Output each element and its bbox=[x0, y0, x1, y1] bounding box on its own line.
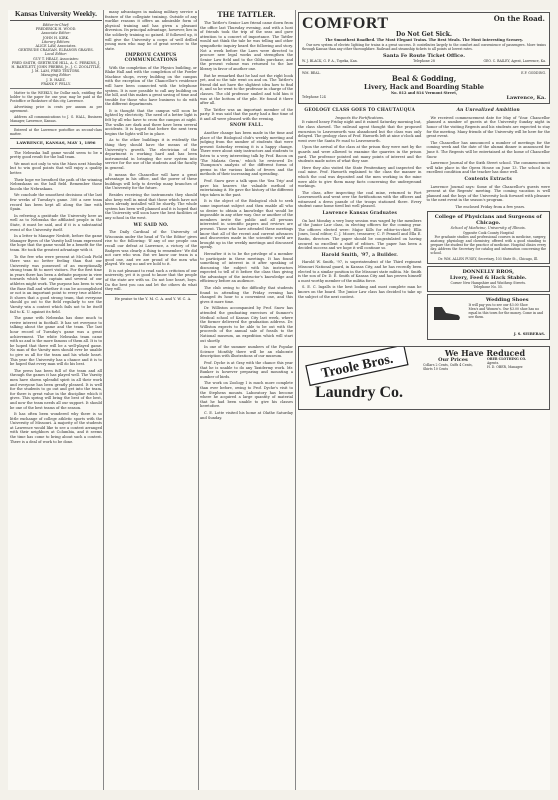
editorial-paragraph: Their hope we breathed the path of the winning Nebraskans on the ball field. Remember those lincoln the Nebraskans. bbox=[10, 177, 102, 191]
livery-phone: Telephone 124 bbox=[302, 95, 326, 100]
donnelly-title: DONNELLY BROS, bbox=[462, 269, 515, 276]
assoc-name: JOHN H. KIRK. bbox=[42, 35, 70, 40]
editorial-paragraph: We must not only to win the Mass next Monday but to win good points that will enjoy a quality better. bbox=[10, 161, 102, 176]
article-paragraph: Prof. Snow gave a talk upon the 'Sea Trip' and gave his hearers the valuable method of entertaining it. He gave the history of the different trips taken in the past. bbox=[200, 179, 293, 197]
literary-names: ALICE LAW, Associates. bbox=[35, 44, 77, 49]
editor-label: Editor-in-Chief: bbox=[42, 23, 70, 27]
column-1 bbox=[10, 10, 102, 790]
livery-city: Lawrence, Ka. bbox=[506, 95, 546, 102]
laundry-right: OBER CLOTHING CO. bbox=[487, 357, 527, 362]
article-paragraph: many advantages in making military service a feature of the collegiate training. Outside of any warlike reasons it offers an admirable form of physical training and has given a pleasant diversion. Its principal advantage, however, lies in the soldierly training so gained. If followed up, it will give the University a corps of well drilled young men who may be of great service to the state. bbox=[105, 10, 197, 51]
article-paragraph: Hereafter it is to be the privilege of a member to participate in these meetings. It has found something of interest in it after speaking of discussing the subject with his instructors expected to tell of it before the class thus giving the advantage of the instructor's knowledge and efficiency before an audience. bbox=[200, 251, 293, 284]
article-paragraph: Dr. Williston accompanied by Prof. Snow has attended the graduating exercises of Sumner's Medical school of Kansas City last week, where the former delivered the graduation address. Dr. Williston expects to be able to be out with the proceeds of the annual sale of fossils to the National museum, an expedition which will start out shortly. bbox=[200, 306, 293, 343]
local-label: Local Editor: bbox=[44, 52, 68, 57]
college-body: For graduate studies and professional courses in medicine, surgery, anatomy, physiology and chemistry, offered with a good standing to prepare the student for the practice of medicine. Hospital clinics every day. Address the Secretary for catalog and information concerning the school. bbox=[430, 235, 546, 256]
laundry-word1: Troole Bros. bbox=[319, 351, 395, 382]
laundry-logo bbox=[299, 347, 419, 403]
comfort-phone: Telephone 28 bbox=[413, 58, 435, 63]
article-paragraph: Another change has been made in the time and place of the Biological club's weekly meeting and judging from the number of students that were present Saturday evening it is a happy change. There were about sixty instructors and students to listen to a very interesting talk by Prof. Bacon on 'The Malaria Germ,' which he reviewed Dr. Thompson's analysis of the different forms of germs in the various kinds of fevers and the methods of their increasing and spreading. bbox=[200, 131, 293, 177]
article-paragraph: With the completion of the Physics building, or Blake Hall and with the completion of the Fowler Machine shops, every building on the campus with the exception of the Chancellor's residence will have been connected with the telephone system. It is now possible to call any building on the hill, and this makes a great saving of time and trouble for those who have business to do with the different departments. bbox=[105, 65, 197, 107]
article-headline: IMPROVE CAMPUS COMMUNICATIONS bbox=[124, 53, 178, 63]
article-paragraph: It is the object of the Biological club to seek some important subject and then enable all who so desire to obtain a knowledge that would be impossible in any other way. One or another of the members invite the public and all persons interested in scientific papers and reviews are present. Those who have attended these meetings know that all of the recent and current advances and discoveries made in the scientific world are brought up in the weekly meetings and discussed openly. bbox=[200, 199, 293, 250]
article-paragraph: Prof. Dyche is at Gray with the chance this year that he is unable to do any Taxidermy work. Mr. Bunker is however preparing and mounting a number of birds. bbox=[200, 360, 293, 379]
agent-right: GEO. C. BAILEY, Agent, Lawrence, Ka. bbox=[483, 58, 547, 63]
assoc3-name: FRANK F. PELLY. bbox=[41, 81, 71, 86]
donnelly-sub: Livery, Feed & Hack Stable. bbox=[449, 275, 527, 282]
editor-name: FREDERICK H. WOOD. bbox=[35, 27, 77, 32]
livery-left-name: WM. BEAL. bbox=[302, 70, 321, 75]
article-paragraph: Besides receiving the instruments they should also keep well in mind that those which have not been already installed will be shortly. The whole system has been well planned and it is hoped that the University will soon have the best facilities of any school in the west. bbox=[105, 192, 197, 220]
entered-note: Entered at the Lawrence postoffice as second-class matter. bbox=[10, 128, 102, 137]
agent-left: W. J. BLACK, G. P. A., Topeka, Kan. bbox=[302, 58, 358, 63]
article-paragraph: The work on Zoology I is much more complete than ever before, owing to Prof. Dyche's visit to the Stephens mounts. Laboratory has become where he acquired a large quantity of material that he had been unable to give his classes heretofore. bbox=[200, 381, 293, 409]
column-rule bbox=[198, 10, 199, 790]
laundry-prices: Collars 2 Cents, Cuffs 4 Cents, Shirts 10 Cents bbox=[423, 363, 473, 372]
comfort-body: Our new system of electric lighting for trains is a great success. It contributes largely to the comfort and convenience of passengers. More trains through Kansas than any other thoroughfare. Railroad and steamship tickets to all points at lowest rates. bbox=[302, 42, 546, 51]
donnelly-phone: Telephone No. 55. bbox=[473, 285, 503, 290]
address-note: Address all communications to J. G. HALL, Business Manager, Lawrence, Kansas. bbox=[10, 115, 102, 124]
article-footer: The enclosed Friday from a few years. bbox=[455, 204, 526, 209]
donnelly-address: Corner New Hampshire and Winthrop Streets. bbox=[450, 281, 526, 286]
comfort-ad bbox=[298, 12, 550, 66]
article-paragraph: It is thought that the campus will soon be lighted by electricity. The need of a better light is felt by all who have to cross the campus at night. The walks are dark and there have been several accidents. It is hoped that before the next term begins the lights will be in place. bbox=[105, 108, 197, 136]
assoc2-names: GERTRUDE CRAIGAN. ELEANOR GRAVES. bbox=[18, 48, 94, 53]
college-contact: Dr. WM. ALLEN PUSEY, Secretary, 103 State St., Chicago, Ill. bbox=[438, 257, 539, 262]
shoe-title: Wedding Shoes bbox=[485, 297, 529, 304]
staff-names: FRED SMITH, GERTRUDE HILL, A. C. PERKINS, J. H. BARTLETT, JOHN PREBBS, Jr., J. C. ZOOLITTLE, J. M. LAM, FRED TEXTORS. bbox=[11, 60, 101, 74]
shoe-sub: It will pay you to see our $3.00 Shoe bbox=[468, 303, 528, 308]
laundry-right3: H. D. OBER, Manager. bbox=[487, 365, 524, 370]
article-headline: Harold Smith, '97, a Builder. bbox=[321, 252, 398, 258]
column-rule bbox=[295, 10, 296, 790]
college-title: College of Physicians and Surgeons of Chicago. bbox=[434, 214, 542, 227]
column-3 bbox=[200, 10, 293, 790]
comfort-right-text: On the Road. bbox=[493, 14, 545, 23]
assoc-label: Associate Editor: bbox=[41, 31, 71, 36]
article-headline: Lawrence Kansas Graduates bbox=[322, 211, 397, 217]
article-paragraph: In one of the summer numbers of the Popular Science Monthly there will be an elaborate description with illustrations of our museum. bbox=[200, 345, 293, 359]
article-paragraph: Upon the arrival of the class at the prison they were met by the guards and were allowed to examine the quarries in the prison yard. The professor pointed out many points of interest and the students made notes of what they saw. bbox=[298, 145, 422, 164]
article-headline: SNOW FALL. bbox=[229, 123, 264, 129]
comfort-tagline: The Smoothest Roadbed. The Most Elegant Trains. The Best Meals. The Most Interesting Scenery. bbox=[325, 38, 523, 42]
editorial-paragraph: The Nebraska ball game would seem to be a pretty good result for the ball team. bbox=[10, 150, 102, 160]
column-4 bbox=[298, 10, 550, 790]
tattler-headline: THE TATTLER. bbox=[217, 10, 276, 19]
comfort-sub: Do Not Get Sick. bbox=[396, 31, 452, 38]
shoe-icon bbox=[432, 301, 462, 323]
article-paragraph: The class, after inspecting the coal mine, returned to Fort Leavenworth and went over the fortifications with the officers and witnessed a dress parade of the troops stationed there. Every student came home tired but well pleased. bbox=[298, 190, 422, 209]
editorial-paragraph: In referring a gratitude the University here as well as to Nebraska the affiliated people in the State, it must be said, and if it is a substantial event of the University itself. bbox=[10, 213, 102, 232]
editorial-paragraph: The press has been full of the team and all through the games it has played well. The Varsity men have shown splendid spirit in all their work and everyone has been greatly pleased. It is well for the students to go out and get into the team, for there is great value in the discipline which it gives. This spring will bring the best of the best, and now the team needs all our support. It should be one of the best teams of the season. bbox=[10, 368, 102, 410]
comfort-title: COMFORT bbox=[302, 15, 389, 32]
article-subhead: Inspects the Fortifications. bbox=[335, 115, 385, 120]
article-paragraph: C. E. Lotte visited his home at Olathe Saturday and Sunday. bbox=[200, 410, 293, 420]
column-2 bbox=[105, 10, 197, 790]
college-ad bbox=[427, 211, 551, 264]
article-paragraph: The club owing to the difficulty that students found in attending the Friday evening has changed its hour to a convenient one, and this gives it more time. bbox=[200, 286, 293, 304]
article-headline: GEOLOGY CLASS GOES TO CHAUTAUQUA bbox=[304, 108, 416, 114]
livery-title: Beal & Godding, bbox=[391, 73, 457, 83]
sub-column-left bbox=[298, 106, 422, 342]
article-paragraph: But he remarked that he had not the right book yet, and so the tale went on and on. The Tattler's friend did not have the slightest idea how to find it, and so he went to the professor in charge of the classes. The old professor smiled and told him it was at the bottom of the pile. He found it there after all. bbox=[200, 73, 293, 106]
shoe-ad bbox=[427, 294, 551, 340]
article-paragraph: The Daily Cardinal of the University of Wisconsin under the head of 'To the Editor' gives rise to the following: 'If any of our people can recall our defeat at Lawrence, a victory of the Badgers was clearly a thing to remember.' We did not care who won. But we know our team is a good one, and we are proud of the men who played. We say no and we hold to it. bbox=[105, 230, 197, 267]
advertising-note: Advertising price in cents per annum as per agreement. bbox=[10, 105, 102, 114]
laundry-word2: Laundry Co. bbox=[314, 384, 404, 402]
editorial-section bbox=[10, 151, 102, 445]
laundry-headline2: Our Prices bbox=[438, 357, 468, 364]
laundry-right2: Agents. bbox=[487, 361, 500, 366]
article-footer: He praise to the Y. M. C. A. and Y. W. C. A. bbox=[114, 296, 192, 301]
literary-label: Literary Editors: bbox=[41, 39, 71, 44]
editorial-paragraph: We conclude the smoothest decisions of the last few weeks of Tuesday's game. 300 a new team record has been kept all along the line with Spain. bbox=[10, 193, 102, 212]
sub-column-right bbox=[427, 106, 551, 342]
article-paragraph: Harold W. Smith, '97, is superintendent of the Third regiment Missouri National guard, in Kansas City, and he has recently been elected to a similar position in the Missouri state militia. Mr. Smith is the son of Dr. D. E. Smith of Kansas City and has proven himself a most worthy member of the militia force. bbox=[298, 260, 422, 283]
column-rule bbox=[103, 10, 104, 790]
article-paragraph: It rained heavy Friday night and it rained Saturday morning but, the class showed. The railroad agent thought that the proposed excursion to Leavenworth was abandoned but the class was only delayed. The geology class of Prof. Haworth left at nine o'clock and went over the Santa Fe road to Leavenworth. bbox=[298, 120, 422, 143]
laundry-ad bbox=[298, 346, 550, 410]
laundry-headline: We Have Reduced bbox=[444, 348, 526, 359]
shoe-name: J. S. SEIBERAS. bbox=[513, 332, 545, 337]
college-label: Opposite Cook County Hospital bbox=[462, 231, 514, 236]
dateline: LAWRENCE, KANSAS, MAY 1, 1896 bbox=[16, 140, 96, 146]
local-names: GUY T. HEALY, Associates: bbox=[33, 56, 79, 61]
article-paragraph: Here they also visited the State Penitentiary and inspected the coal mine. Prof. Haworth explained to the class the manner in which the coal was deposited and the men working in the mine were able to give them many facts concerning the underground workings. bbox=[298, 165, 422, 189]
article-paragraph: Lawrence Journal of the Sixth Street school. The commencement will take place in the Opera House on June 13. The school is in excellent condition and the teacher has done well. bbox=[426, 161, 550, 175]
article-headline: Contents Extracts bbox=[464, 176, 512, 182]
college-sub: School of Medicine, University of Illinois. bbox=[450, 226, 526, 231]
article-paragraph: Lawrence Journal says: Some of the Chancellor's guests were present at the Regents' meeting. The coming vacation is well planned and the boys of the University look forward with pleasure to the next event in the season's program. bbox=[426, 184, 550, 203]
editorial-paragraph: It has often been wondered why there is so little exchange of college athletic sports with the University of Missouri. A majority of the students at Lawrence would like to see a contest arranged with their neighbors at Columbia, and it seems the time has come to bring about such a contest. There is a deal of work to be done. bbox=[10, 412, 102, 444]
livery-right-name: E.F. GODDING. bbox=[521, 70, 546, 75]
article-paragraph: The Chancellor has announced a number of meetings for the coming week and the date of the alumni dinner is announced for June 8. The Regents will be entertained at the home of Chancellor Snow. bbox=[426, 140, 550, 159]
article-paragraph: It means the Chancellor will have a great advantage in his office, and the power of these buildings will help to develop many branches of the University for the future. bbox=[105, 172, 197, 191]
article-paragraph: The Tattler was an important member of the party. It was said that the party had a fine time of it and all were pleased with the evening. bbox=[200, 107, 293, 121]
shoe-body: Men's and Women's. Our $3.00 shoe has no equal in this town for the money. Come in and see them. bbox=[468, 307, 544, 320]
editorial-paragraph: In a letter to Manager Nesbitt, before the game Manager Byers of the Varsity ball team expressed the hope that the game would be a benefit for the team. He took the greatest advantage with it. bbox=[10, 234, 102, 252]
livery-ad bbox=[298, 68, 550, 105]
livery-subtitle: Livery, Hack and Boarding Stable bbox=[364, 82, 484, 91]
donnelly-ad bbox=[427, 266, 551, 292]
livery-address: No. 812 and 814 Vermont Street, bbox=[390, 90, 458, 95]
managing-name: J. D. HADZ. bbox=[46, 77, 66, 82]
article-headline: WE SAID NO. bbox=[133, 222, 169, 228]
newspaper-page bbox=[8, 10, 550, 790]
editorial-paragraph: To the few who were present at McCook Field there was no better feeling than that our University was possessed of an exceptionally strong team fit to meet visitors. For the first time in years there has been a definite purpose in view towards which the captain and several of our athletes might work. The purpose has been to win the Base Ball and whether it can be accomplished or not is an important point to every true athlete. It shows that a good strong team, that everyone should go out to the field regularly to see the Varsity win a contest which fails not to be itself fail to K. U. against its field. bbox=[10, 254, 102, 314]
article-paragraph: It is not pleasant to read such a criticism of our university, yet it is good to know that the people of the state are with us. Do not lose heart, boys. Do the best you can and let the others do what they will. bbox=[105, 268, 197, 292]
article-paragraph: As to the other buildings it is evidently the thing they should have the means of the University's growth. The electrician of the department is working hard and has been instrumental in bringing the new system into service for the use of the students and the faculty in general. bbox=[105, 138, 197, 170]
editorial-paragraph: The game with Nebraska has done much to revive interest in football. It has set everyone to talking about the game and the team. The last hour record of Tuesday's game was a great achievement. The white Nebraska team came with us and is the more famous of them all. It is to be hoped that there will be a well-played game. No man of the Varsity men should ever be unable to give us all for the team and his whole heart. This year the University has a chance and it is to be hoped that every man will do his best. bbox=[10, 316, 102, 367]
masthead-title: Kansas University Weekly. bbox=[10, 10, 102, 21]
managing-label: Managing Editor: bbox=[40, 73, 72, 78]
article-paragraph: On last Monday a very busy session was waged by the members of the Junior Law class, in electing officers for the coming year. The officers elected were: Major Kills for editor-in-chief; Ellis Jones, local editor; C. J. Moore, treasurer; C. P. Pennell and Ella E. Bastin, directors. The paper should be congratulated on having secured so excellent a staff of editors. The paper has been a decided success and we hope it will continue so. bbox=[298, 218, 422, 251]
article-paragraph: The Tattler's Senior Law friend came down from the office last Thursday evening, and with a host of friends took the trip of the seas and gave attention to a concert of importance. The Tattler would not think the tale he was telling and other sympathetic inquiry heard the following and story. Not a week before the Laws were directed to procure new legal works and strengthen the Senior Law field and to the Gibbs purchase, and the present volume was returned to the law library in favor of another one. bbox=[200, 21, 293, 71]
article-paragraph: S. E. C. Ingalls is the best looking and most complete man he knows on the board. The Junior Law class has decided to take up the subject of the next contest. bbox=[298, 285, 422, 299]
subscription-note: Matter to the WEEKLY, for Dollar each, entitling the holder to the paper for one year, may be paid at the Postoffice or Bookstore of this city, Lawrence. bbox=[10, 91, 102, 104]
article-headline: An Unrealized Ambition bbox=[456, 108, 520, 114]
article-paragraph: We received commencement date for May of 'Your. Chancellor planned a number of guests at the University Sunday night in honor of the visiting Regents and his students are expected to stay for the meeting. Many friends of the University will be here for the great event. bbox=[426, 115, 550, 139]
santa-fe-office: Santa Fe Route Ticket Office. bbox=[382, 52, 466, 59]
